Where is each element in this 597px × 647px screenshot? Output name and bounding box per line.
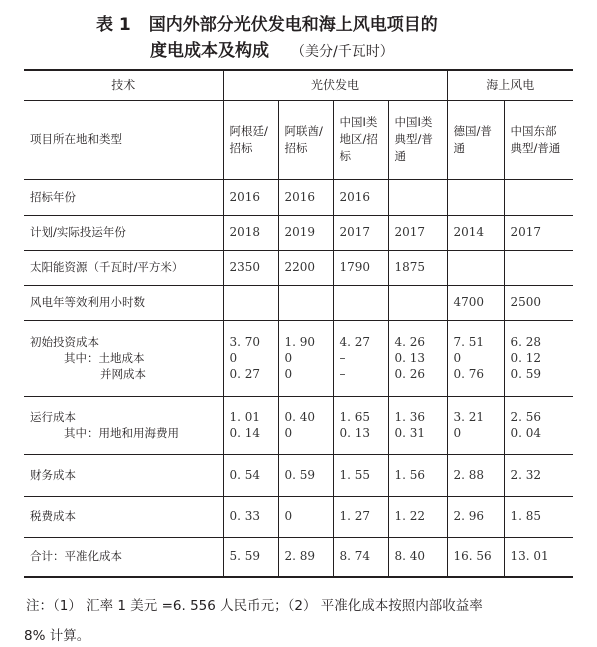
table-row	[24, 285, 573, 320]
cell-value: 3. 70	[229, 335, 261, 349]
cell-value: 0	[284, 351, 293, 365]
cell	[504, 250, 573, 285]
cell	[447, 396, 504, 454]
cell-value: 3. 21	[453, 410, 485, 424]
cell-value: 0	[229, 351, 238, 365]
investment-sub1: 其中：土地成本	[64, 351, 145, 365]
cell-value: 0	[453, 426, 462, 440]
col-header-text: 阿根廷/招标	[229, 123, 268, 155]
row-label: 计划/实际投运年份	[24, 215, 223, 250]
cell	[223, 320, 278, 396]
cell	[504, 396, 573, 454]
header-row-tech	[24, 70, 573, 100]
table-row-investment	[24, 320, 573, 396]
col-header-text: 德国/普通	[453, 123, 492, 155]
cell: 0. 59	[278, 454, 333, 496]
cell: 1. 85	[504, 496, 573, 537]
col-header-1	[223, 100, 278, 179]
cell: 2014	[447, 215, 504, 250]
row-label	[24, 396, 223, 454]
cell: 0. 54	[223, 454, 278, 496]
cell-value: 0. 59	[510, 367, 542, 381]
cell-value: 1. 36	[394, 410, 426, 424]
col-header-text: 中国Ⅰ类典型/普通	[394, 115, 433, 163]
table-row	[24, 496, 573, 537]
cell	[447, 320, 504, 396]
row-label: 招标年份	[24, 179, 223, 215]
cell-value: –	[339, 351, 346, 365]
cell-value: 0. 27	[229, 367, 261, 381]
cell-value: 0. 14	[229, 426, 261, 440]
pv-header: 光伏发电	[223, 70, 447, 100]
cell: 2. 32	[504, 454, 573, 496]
cell: 1. 55	[333, 454, 388, 496]
row-label: 财务成本	[24, 454, 223, 496]
cell	[223, 396, 278, 454]
investment-label: 初始投资成本	[30, 335, 99, 349]
cell: 2017	[333, 215, 388, 250]
cell	[333, 396, 388, 454]
location-header: 项目所在地和类型	[24, 100, 223, 179]
cell	[447, 250, 504, 285]
title-text-2: 度电成本及构成	[150, 41, 269, 61]
title-line-2	[150, 36, 394, 61]
cell: 2. 88	[447, 454, 504, 496]
cell: 2018	[223, 215, 278, 250]
cell: 1. 56	[388, 454, 447, 496]
cell	[388, 320, 447, 396]
col-header-text: 中国Ⅰ类地区/招标	[339, 115, 378, 163]
cell	[278, 285, 333, 320]
row-label: 风电年等效利用小时数	[24, 285, 223, 320]
cell	[388, 285, 447, 320]
cell-value: 1. 90	[284, 335, 316, 349]
cell-value: 0. 26	[394, 367, 426, 381]
cell: 2016	[333, 179, 388, 215]
cell: 4700	[447, 285, 504, 320]
cell: 5. 59	[223, 537, 278, 577]
cell-value: 1. 65	[339, 410, 371, 424]
cell: 2016	[223, 179, 278, 215]
investment-sub2: 并网成本	[100, 367, 146, 381]
cell	[278, 320, 333, 396]
cell	[333, 320, 388, 396]
cell	[504, 320, 573, 396]
cell-value: 7. 51	[453, 335, 485, 349]
col-header-text: 中国东部典型/普通	[510, 123, 561, 155]
cell-value: 2. 56	[510, 410, 542, 424]
cell	[388, 396, 447, 454]
cell	[447, 179, 504, 215]
cell-value: 0	[453, 351, 462, 365]
cell-value: 1. 01	[229, 410, 261, 424]
col-header-3	[333, 100, 388, 179]
col-header-5	[447, 100, 504, 179]
cell-value: 0. 31	[394, 426, 426, 440]
cell: 1. 22	[388, 496, 447, 537]
table-number: 表 1	[96, 15, 131, 35]
cell: 1. 27	[333, 496, 388, 537]
title-text-1: 国内外部分光伏发电和海上风电项目的	[148, 15, 438, 35]
cell-value: 6. 28	[510, 335, 542, 349]
row-label: 太阳能资源（千瓦时/平方米）	[24, 250, 223, 285]
row-label: 合计：平准化成本	[24, 537, 223, 577]
tech-header: 技术	[24, 70, 223, 100]
cell: 0. 33	[223, 496, 278, 537]
cell-value: 0. 40	[284, 410, 316, 424]
table-row	[24, 215, 573, 250]
col-header-2	[278, 100, 333, 179]
cell: 2017	[504, 215, 573, 250]
cell-value: 0. 12	[510, 351, 542, 365]
cost-table	[24, 69, 573, 578]
table-row	[24, 454, 573, 496]
cell: 2500	[504, 285, 573, 320]
table-row-operation	[24, 396, 573, 454]
cell-value: 0. 13	[394, 351, 426, 365]
cell: 8. 40	[388, 537, 447, 577]
cell: 0	[278, 496, 333, 537]
title-line-1	[96, 10, 438, 35]
cell: 2350	[223, 250, 278, 285]
cell: 2019	[278, 215, 333, 250]
cell	[223, 285, 278, 320]
table-note-line-1: 注：（1） 汇率 1 美元 =6. 556 人民币元；（2） 平准化成本按照内部收益率	[26, 598, 483, 614]
col-header-text: 阿联酋/招标	[284, 123, 323, 155]
table-row	[24, 179, 573, 215]
cell-value: 0	[284, 367, 293, 381]
cell-value: 0. 04	[510, 426, 542, 440]
cell: 2017	[388, 215, 447, 250]
col-header-4	[388, 100, 447, 179]
row-label: 税费成本	[24, 496, 223, 537]
cell: 13. 01	[504, 537, 573, 577]
cell	[278, 396, 333, 454]
cell: 16. 56	[447, 537, 504, 577]
wind-header: 海上风电	[447, 70, 573, 100]
cell-value: 4. 27	[339, 335, 371, 349]
col-header-6	[504, 100, 573, 179]
title-unit: （美分/千瓦时）	[291, 44, 394, 60]
cell-value: 0. 13	[339, 426, 371, 440]
cell	[504, 179, 573, 215]
cell	[388, 179, 447, 215]
cell-value: 4. 26	[394, 335, 426, 349]
operation-sub1: 其中：用地和用海费用	[64, 426, 179, 440]
cell: 1875	[388, 250, 447, 285]
table-note-line-2: 8% 计算。	[24, 628, 91, 644]
header-row-location	[24, 100, 573, 179]
cell: 2. 96	[447, 496, 504, 537]
cell: 1790	[333, 250, 388, 285]
cell-value: 0	[284, 426, 293, 440]
operation-label: 运行成本	[30, 410, 76, 424]
cell: 8. 74	[333, 537, 388, 577]
cell: 2. 89	[278, 537, 333, 577]
cell: 2016	[278, 179, 333, 215]
table-row	[24, 250, 573, 285]
cell-value: 0. 76	[453, 367, 485, 381]
table-row-total	[24, 537, 573, 577]
cell-value: –	[339, 367, 346, 381]
cell: 2200	[278, 250, 333, 285]
row-label	[24, 320, 223, 396]
cell	[333, 285, 388, 320]
